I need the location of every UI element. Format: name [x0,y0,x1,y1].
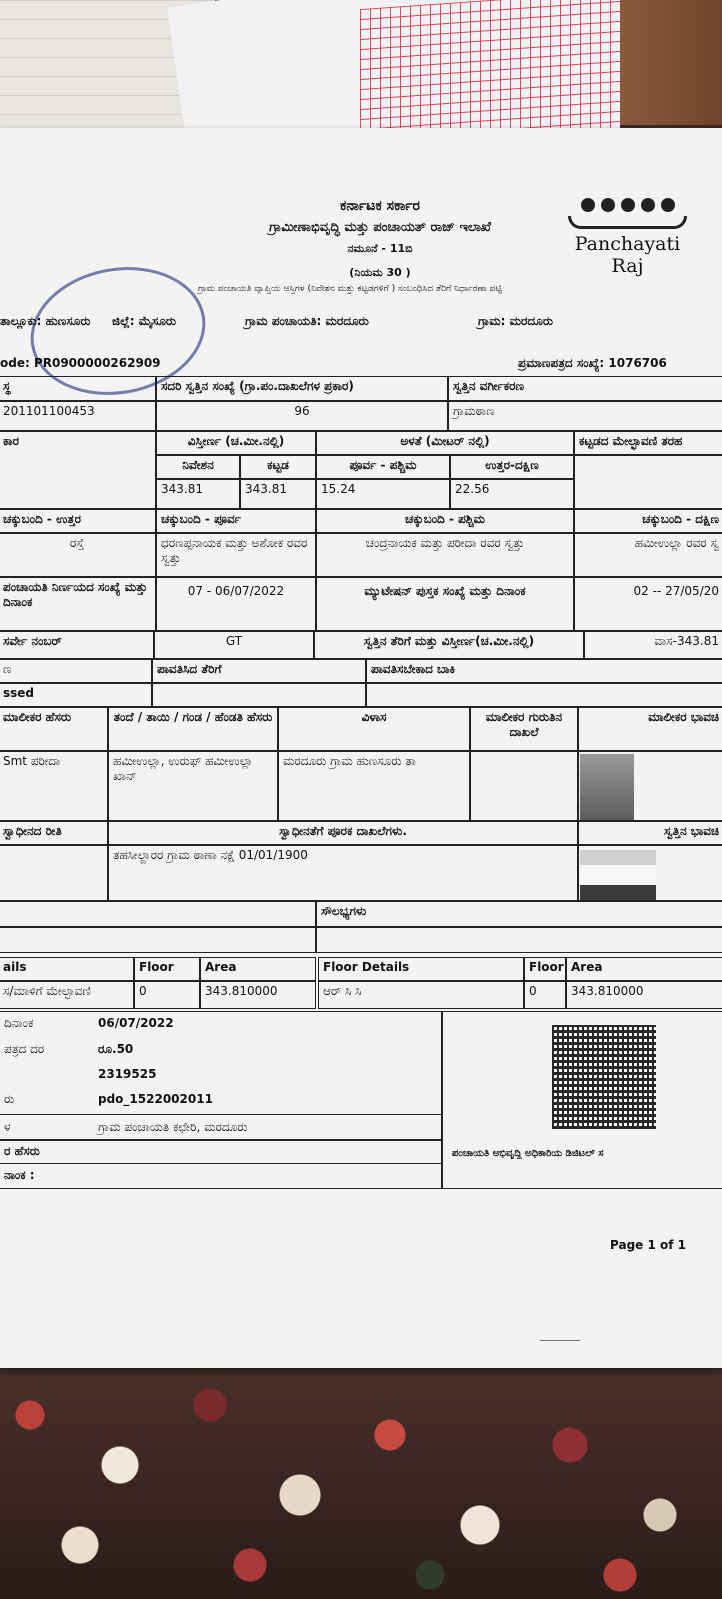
west-boundary-value: ಚಂದ್ರನಾಯಕ ಮತ್ತು ಪರೀದಾ ರವರ ಸ್ವತ್ತು [316,533,574,577]
south-boundary-value: ಹಮೀಉಲ್ಲಾ ರವರ ಸ್ವ [574,533,722,577]
mutation-label: ಮ್ಯುಟೇಷನ್ ಪುಸ್ತಕ ಸಂಖ್ಯೆ ಮತ್ತು ದಿನಾಂಕ [316,577,574,631]
acquisition-header: ಸ್ವಾಧೀನದ ರೀತಿ [0,821,108,845]
taluk: ತಾಲ್ಲೂಕು: ಹುಣಸೂರು [0,314,91,328]
floor-area-right: 343.810000 [566,981,722,1009]
documents-header: ಸ್ವಾಧೀನತೆಗೆ ಪೂರಕ ದಾಖಲೆಗಳು. [108,821,578,845]
east-boundary-header: ಚಕ್ಕುಬಂದಿ - ಪೂರ್ವ [156,509,316,533]
area-header: ವಿಸ್ತೀರ್ಣ (ಚ.ಮೀ.ನಲ್ಲಿ) [156,431,316,455]
tax-area-label: ಸ್ವತ್ತಿನ ತೆರಿಗೆ ಮತ್ತು ವಿಸ್ತೀರ್ಣ(ಚ.ಮೀ.ನಲ್ಲಿ) [314,631,584,659]
panchayati-raj-logo [560,198,695,278]
property-photo [580,850,656,900]
page-indicator: Page 1 of 1 [610,1238,686,1252]
district: ಜಿಲ್ಲೆ: ಮೈಸೂರು [112,314,177,328]
rule-number: (ನಿಯಮ 30 ) [349,266,411,279]
assessed-label: ssed [0,683,152,707]
east-boundary-value: ಧರಣಪ್ಪನಾಯಕ ಮತ್ತು ಅಶೋಕ ರವರ ಸ್ವತ್ತು [156,533,316,577]
resolution-label: ಪಂಚಾಯತಿ ನಿರ್ಣಯದ ಸಂಖ್ಯೆ ಮತ್ತು ದಿನಾಂಕ [0,577,156,631]
tax-paid-value [152,683,366,707]
certificate-number: ಪ್ರಮಾಣಪತ್ರದ ಸಂಖ್ಯೆ: 1076706 [518,356,667,370]
address-header: ವಿಳಾಸ [278,707,470,751]
fee-value: ರೂ.50 [98,1042,134,1056]
tax-paid-header: ಪಾವತಿಸಿದ ತೆರಿಗೆ [152,659,366,683]
place-value: ಗ್ರಾಮ ಪಂಚಾಯತಿ ಕಛೇರಿ, ಮರದೂರು [98,1120,248,1134]
wood-surface [620,0,722,125]
receipt-number: 2319525 [98,1067,157,1081]
issuer-label: ರು [4,1092,15,1106]
tax-due-value [366,683,722,707]
area-header-right: Area [566,957,722,981]
tax-area-value: ವಾಸ-343.81 [584,631,722,659]
floor-details-header-right: Floor Details [318,957,524,981]
fee-label: ಪತ್ರದ ದರ [4,1042,45,1056]
type-header: ಕಾರ [0,431,156,509]
form-11b-document [0,128,722,1368]
resolution-value: 07 - 06/07/2022 [156,577,316,631]
site-header: ನಿವೇಶನ [156,455,240,479]
east-west-header: ಪೂರ್ವ - ಪಶ್ಚಿಮ [316,455,450,479]
relation-value: ಹಮೀಉಲ್ಲಾ, ಉರುಫ್ ಹಮೀಉಲ್ಲಾ ಖಾನ್ [108,751,278,821]
roof-value [574,455,722,509]
issuer-value: pdo_1522002011 [98,1092,213,1106]
owner-photo [580,754,634,820]
officer-label: ರ ಹೆಸರು [4,1144,40,1158]
logo-text: Panchayati Raj [574,233,681,277]
facilities-left [0,901,316,927]
village: ಗ್ರಾಮ: ಮರದೂರು [478,314,553,328]
gram-panchayat: ಗ್ರಾಮ ಪಂಚಾಯತಿ: ಮರದೂರು [245,314,369,328]
roof-header: ಕಟ್ಟಡದ ಮೇಲ್ಛಾವಣಿ ತರಹ [574,431,722,455]
id-doc-header: ಮಾಲೀಕರ ಗುರುತಿನ ದಾಖಲೆ [470,707,578,751]
property-id-header: ಸ್ಥ [0,376,156,401]
floor-detail-left: ಸ/ಮಾಳಿಗೆ ಮೇಲ್ಛಾವಣಿ [0,981,134,1009]
patterned-cloth [0,1375,722,1599]
pen-mark [540,1340,580,1341]
place-label: ಳ [4,1120,11,1134]
north-boundary-value: ರಸ್ತೆ [0,533,156,577]
relation-header: ತಂದೆ / ತಾಯಿ / ಗಂಡ / ಹೆಂಡತಿ ಹೆಸರು [108,707,278,751]
logo-people-icon [560,198,695,212]
building-area-value: 343.81 [240,479,316,509]
documents-value: ತಹಸೀಲ್ದಾರರ ಗ್ರಾಮ ಠಾಣಾ ನಕ್ಷೆ 01/01/1900 [108,845,578,901]
date-label: ದಿನಾಂಕ [4,1016,34,1030]
property-class-value: ಗ್ರಾಮಠಾಣ [448,401,722,431]
date-value: 06/07/2022 [98,1016,174,1030]
owner-photo-header: ಮಾಲೀಕರ ಭಾವಚಿ [578,707,722,751]
tax-row-label: ಣ [0,659,152,683]
floor-number-right: 0 [524,981,566,1009]
property-number-value: 96 [156,401,448,431]
building-header: ಕಟ್ಟಡ [240,455,316,479]
property-code: ode: PR0900000262909 [0,356,161,370]
qr-code-icon [552,1025,656,1129]
floor-detail-right: ಆರ್ ಸಿ ಸಿ [318,981,524,1009]
floor-header-left: Floor [134,957,200,981]
id-doc-value [470,751,578,821]
property-photo-header: ಸ್ವತ್ತಿನ ಭಾವಚಿ [578,821,722,845]
facilities-value [316,927,722,953]
north-south-header: ಉತ್ತರ-ದಕ್ಷಿಣ [450,455,574,479]
site-area-value: 343.81 [156,479,240,509]
facilities-header: ಸೌಲಭ್ಯಗಳು [316,901,722,927]
form-number: ನಮೂನೆ - 11ಬಿ [347,242,413,255]
address-value: ಮರದೂರು ಗ್ರಾಮ ಹುಣಸೂರು ತಾ [278,751,470,821]
digital-signature-label: ಪಂಚಾಯತಿ ಅಭಿವೃದ್ಧಿ ಅಧಿಕಾರಿಯ ಡಿಜಿಟಲ್ ಸ [452,1148,604,1159]
floor-details-header-left: ails [0,957,134,981]
floor-area-left: 343.810000 [200,981,316,1009]
area-header-left: Area [200,957,316,981]
west-boundary-header: ಚಕ್ಕುಬಂದಿ - ಪಶ್ಚಿಮ [316,509,574,533]
dimension-header: ಅಳತೆ (ಮೀಟರ್ ನಲ್ಲಿ) [316,431,574,455]
floor-number-left: 0 [134,981,200,1009]
owner-name-value: Smt ಪರೀದಾ [0,751,108,821]
govt-title: ಕರ್ನಾಟಕ ಸರ್ಕಾರ [340,198,420,214]
survey-label: ಸರ್ವೇ ನಂಬರ್ [0,631,154,659]
north-south-value: 22.56 [450,479,574,509]
east-west-value: 15.24 [316,479,450,509]
graph-paper [360,0,620,149]
form-subtitle: ಗ್ರಾಮ ಪಂಚಾಯತಿ ವ್ಯಾಪ್ತಿಯ ಆಸ್ತಿಗಳ (ನಿವೇಶನ ಮತ್ತು ಕಟ್ಟಡಗಳಿಗೆ ) ಸಂಬಂಧಿಸಿದ ತೆರಿಗೆ ನಿರ್ಧಾರಣಾ ಪಟ್ಟಿ [198,284,502,294]
owner-name-header: ಮಾಲೀಕರ ಹೆಸರು [0,707,108,751]
sign-date-label: ನಾಂಕ : [4,1168,35,1182]
south-boundary-header: ಚಕ್ಕುಬಂದಿ - ದಕ್ಷಿಣ [574,509,722,533]
floor-header-right: Floor [524,957,566,981]
property-class-header: ಸ್ವತ್ತಿನ ವರ್ಗೀಕರಣ [448,376,722,401]
survey-value: GT [154,631,314,659]
property-number-header: ಸದರಿ ಸ್ವತ್ತಿನ ಸಂಖ್ಯೆ (ಗ್ರಾ.ಪಂ.ದಾಖಲೆಗಳ ಪ್ರಕಾರ) [156,376,448,401]
north-boundary-header: ಚಕ್ಕುಬಂದಿ - ಉತ್ತರ [0,509,156,533]
dept-title: ಗ್ರಾಮೀಣಾಭಿವೃದ್ಧಿ ಮತ್ತು ಪಂಚಾಯತ್ ರಾಜ್ ಇಲಾಖೆ [269,220,491,235]
tax-due-header: ಪಾವತಿಸಬೇಕಾದ ಬಾಕಿ [366,659,722,683]
facilities-left-value [0,927,316,953]
property-id-value: 201101100453 [0,401,156,431]
mutation-value: 02 -- 27/05/20 [574,577,722,631]
acquisition-value [0,845,108,901]
